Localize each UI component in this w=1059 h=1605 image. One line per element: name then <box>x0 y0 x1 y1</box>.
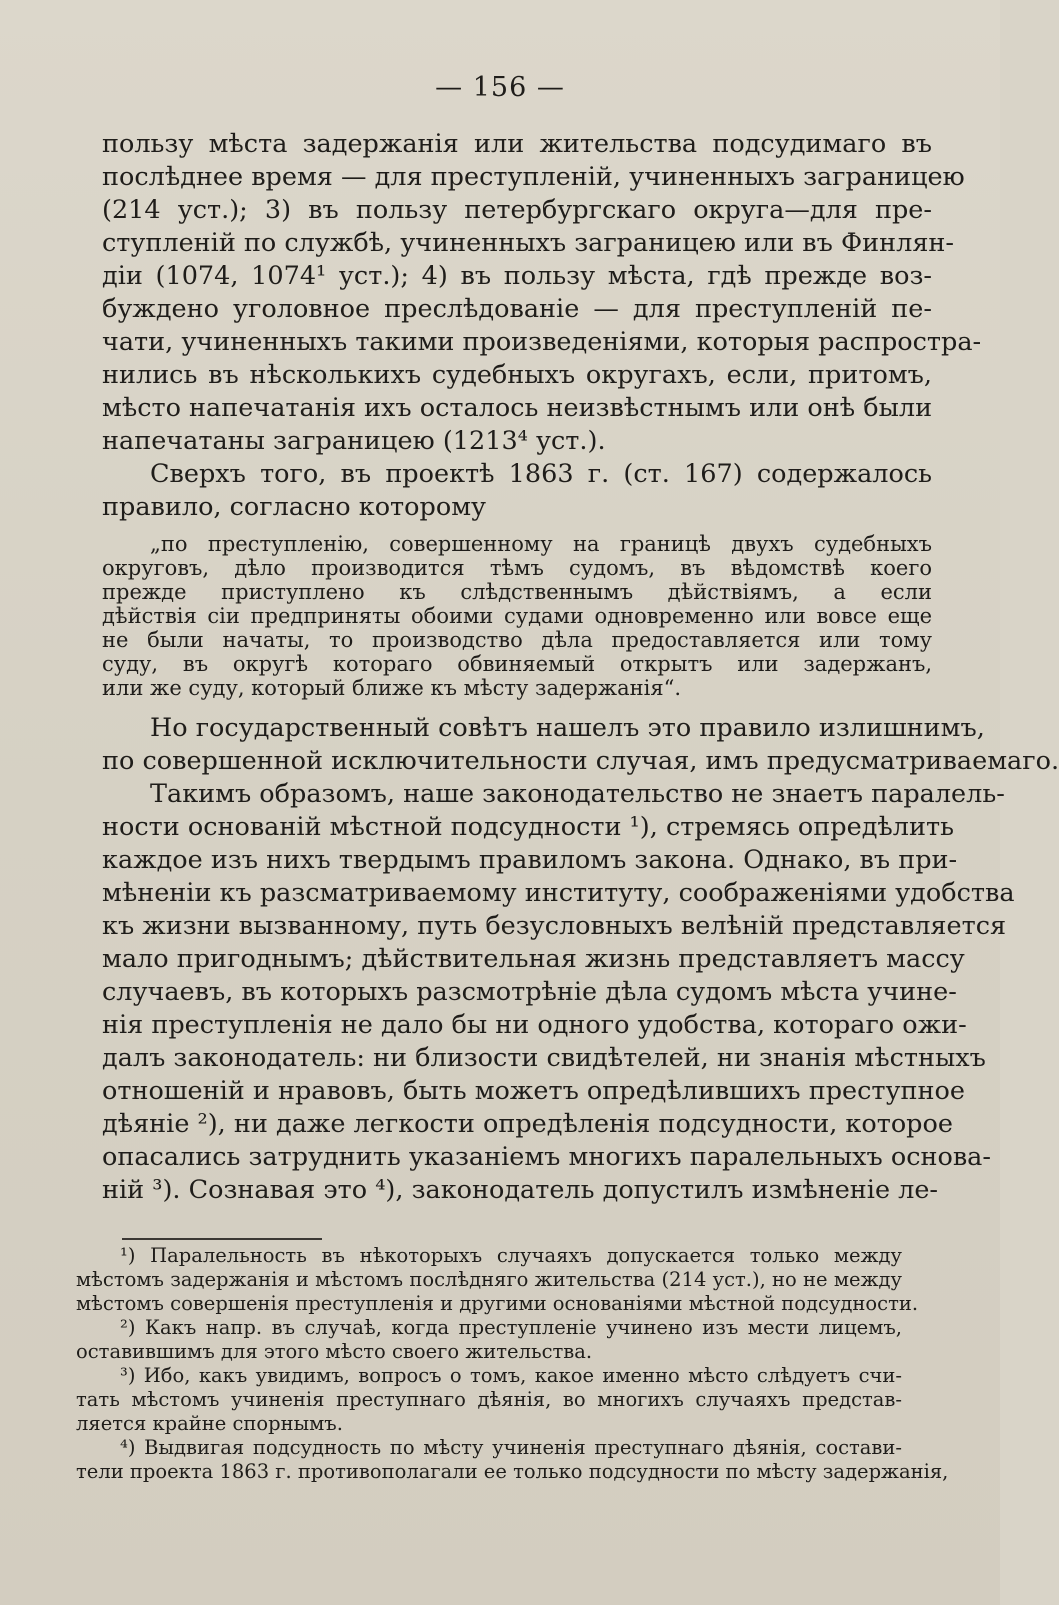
text-line: отношеній и нравовъ, быть можетъ опредѣлившихъ преступное <box>102 1076 965 1106</box>
text-line: ній ³). Сознавая это ⁴), законодатель допустилъ измѣненіе ле- <box>102 1175 939 1205</box>
footnote-line: тели проекта 1863 г. противополагали ее только подсудности по мѣсту задержанія, <box>76 1460 949 1483</box>
footnote-line: мѣстомъ совершенія преступленія и другими основаніями мѣстной подсудности. <box>76 1292 919 1315</box>
quote-line: прежде приступлено къ слѣдственнымъ дѣйствіямъ, а если <box>102 580 932 604</box>
footnotes <box>76 1244 949 1484</box>
quote-line: дѣйствія сіи предприняты обоими судами одновременно или вовсе еще <box>102 604 932 628</box>
footnote-line: тать мѣстомъ учиненія преступнаго дѣянія, во многихъ случаяхъ представ- <box>76 1388 902 1411</box>
text-line: ступленій по службѣ, учиненныхъ заграницею или въ Финлян- <box>102 228 955 258</box>
text-line: мѣсто напечатанія ихъ осталось неизвѣстнымъ или онѣ были <box>102 393 933 423</box>
text-line: напечатаны заграницею (1213⁴ уст.). <box>102 426 606 456</box>
quote-line: „по преступленію, совершенному на границѣ двухъ судебныхъ <box>150 532 932 556</box>
text-line: чати, учиненныхъ такими произведеніями, которыя распростра- <box>102 327 982 357</box>
footnote-1 <box>76 1244 919 1316</box>
quote-line: или же суду, который ближе къ мѣсту задержанія“. <box>102 676 681 700</box>
footnote-3 <box>76 1364 902 1436</box>
footnote-separator <box>122 1238 322 1240</box>
quote-line: округовъ, дѣло производится тѣмъ судомъ, въ вѣдомствѣ коего <box>102 556 932 580</box>
paragraph-3 <box>102 712 1059 778</box>
text-line: мало пригоднымъ; дѣйствительная жизнь представляетъ массу <box>102 944 965 974</box>
text-line: дѣяніе ²), ни даже легкости опредѣленія подсудности, которое <box>102 1109 953 1139</box>
text-line: Сверхъ того, въ проектѣ 1863 г. (ст. 167) содержалось <box>150 459 932 489</box>
text-line: (214 уст.); 3) въ пользу петербургскаго округа—для пре- <box>102 195 932 225</box>
footnote-line: ⁴) Выдвигая подсудность по мѣсту учиненія преступнаго дѣянія, состави- <box>120 1436 902 1459</box>
page-number: — 156 — <box>435 72 565 103</box>
text-line: по совершенной исключительности случая, имъ предусматриваемаго. <box>102 746 1059 776</box>
text-line: къ жизни вызванному, путь безусловныхъ велѣній представляется <box>102 911 1007 941</box>
text-line: мѣненіи къ разсматриваемому институту, соображеніями удобства <box>102 878 1015 908</box>
footnote-2 <box>76 1316 902 1364</box>
footnote-4 <box>76 1436 949 1484</box>
footnote-line: ¹) Паралельность въ нѣкоторыхъ случаяхъ допускается только между <box>120 1244 902 1267</box>
footnote-line: ляется крайне спорнымъ. <box>76 1412 343 1435</box>
footnote-line: ²) Какъ напр. въ случаѣ, когда преступленіе учинено изъ мести лицемъ, <box>120 1316 902 1339</box>
text-line: Но государственный совѣтъ нашелъ это правило излишнимъ, <box>150 713 985 743</box>
text-line: опасались затруднить указаніемъ многихъ паралельныхъ основа- <box>102 1142 992 1172</box>
paragraph-2 <box>102 458 932 524</box>
quote-line: суду, въ округѣ котораго обвиняемый открытъ или задержанъ, <box>102 652 932 676</box>
text-line: далъ законодатель: ни близости свидѣтелей, ни знанія мѣстныхъ <box>102 1043 986 1073</box>
paragraph-4 <box>102 778 1015 1207</box>
text-line: Такимъ образомъ, наше законодательство не знаетъ паралель- <box>150 779 1005 809</box>
footnote-line: ³) Ибо, какъ увидимъ, вопросъ о томъ, какое именно мѣсто слѣдуетъ счи- <box>120 1364 902 1387</box>
text-line: нія преступленія не дало бы ни одного удобства, котораго ожи- <box>102 1010 967 1040</box>
text-line: нились въ нѣсколькихъ судебныхъ округахъ, если, притомъ, <box>102 360 932 390</box>
text-line: послѣднее время — для преступленій, учиненныхъ заграницею <box>102 162 965 192</box>
main-text <box>102 128 1059 1207</box>
footnote-line: оставившимъ для этого мѣсто своего жительства. <box>76 1340 593 1363</box>
quoted-rule <box>102 532 932 700</box>
text-line: случаевъ, въ которыхъ разсмотрѣніе дѣла судомъ мѣста учине- <box>102 977 957 1007</box>
text-line: каждое изъ нихъ твердымъ правиломъ закона. Однако, въ при- <box>102 845 958 875</box>
text-line: буждено уголовное преслѣдованіе — для преступленій пе- <box>102 294 932 324</box>
text-line: діи (1074, 1074¹ уст.); 4) въ пользу мѣста, гдѣ прежде воз- <box>102 261 932 291</box>
paragraph-1 <box>102 128 982 458</box>
text-line: ности основаній мѣстной подсудности ¹), стремясь опредѣлить <box>102 812 954 842</box>
footnote-line: мѣстомъ задержанія и мѣстомъ послѣдняго жительства (214 уст.), но не между <box>76 1268 902 1291</box>
text-line: пользу мѣста задержанія или жительства подсудимаго въ <box>102 129 932 159</box>
text-line: правило, согласно которому <box>102 492 487 522</box>
quote-line: не были начаты, то производство дѣла предоставляется или тому <box>102 628 932 652</box>
